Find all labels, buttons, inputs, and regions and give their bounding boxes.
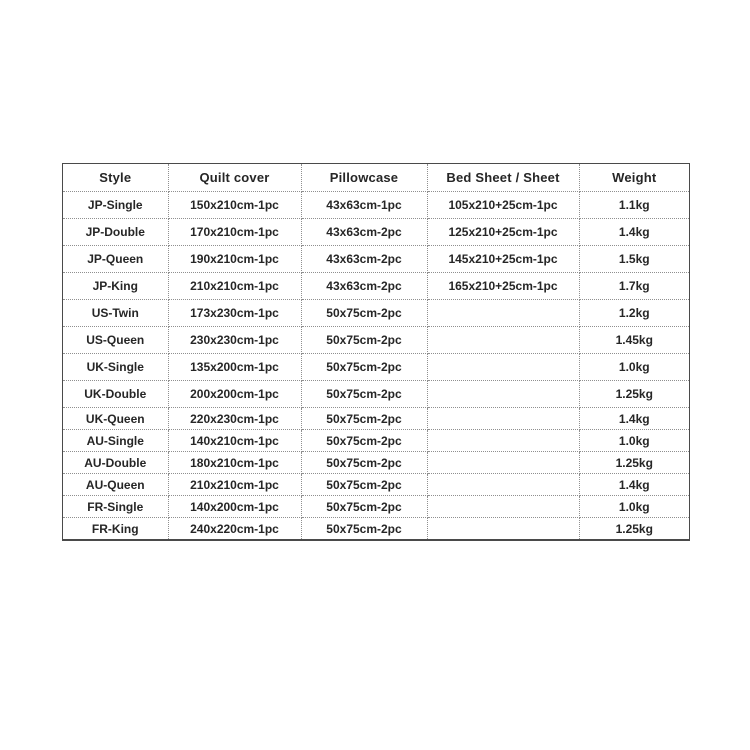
table-row: [63, 518, 689, 540]
cell-style: UK-Single: [63, 354, 168, 381]
table-row: [63, 496, 689, 518]
cell-bed-sheet: 165x210+25cm-1pc: [427, 273, 579, 300]
column-header-pillowcase: Pillowcase: [301, 164, 427, 192]
cell-quilt-cover: 210x210cm-1pc: [168, 273, 301, 300]
cell-quilt-cover: 170x210cm-1pc: [168, 219, 301, 246]
cell-quilt-cover: 210x210cm-1pc: [168, 474, 301, 496]
cell-quilt-cover: 240x220cm-1pc: [168, 518, 301, 540]
cell-style: UK-Double: [63, 381, 168, 408]
cell-pillowcase: 50x75cm-2pc: [301, 381, 427, 408]
cell-bed-sheet: [427, 354, 579, 381]
column-header-quilt-cover: Quilt cover: [168, 164, 301, 192]
cell-bed-sheet: 145x210+25cm-1pc: [427, 246, 579, 273]
cell-pillowcase: 43x63cm-2pc: [301, 273, 427, 300]
cell-pillowcase: 50x75cm-2pc: [301, 518, 427, 540]
column-header-bed-sheet: Bed Sheet / Sheet: [427, 164, 579, 192]
cell-weight: 1.7kg: [579, 273, 689, 300]
cell-quilt-cover: 150x210cm-1pc: [168, 192, 301, 219]
column-header-weight: Weight: [579, 164, 689, 192]
cell-style: US-Twin: [63, 300, 168, 327]
size-spec-table: [63, 164, 689, 539]
cell-style: FR-King: [63, 518, 168, 540]
cell-weight: 1.4kg: [579, 219, 689, 246]
cell-style: UK-Queen: [63, 408, 168, 430]
cell-bed-sheet: [427, 300, 579, 327]
cell-bed-sheet: 125x210+25cm-1pc: [427, 219, 579, 246]
table-row: [63, 354, 689, 381]
cell-bed-sheet: 105x210+25cm-1pc: [427, 192, 579, 219]
cell-pillowcase: 50x75cm-2pc: [301, 474, 427, 496]
cell-pillowcase: 43x63cm-2pc: [301, 219, 427, 246]
cell-bed-sheet: [427, 496, 579, 518]
cell-quilt-cover: 140x200cm-1pc: [168, 496, 301, 518]
cell-weight: 1.0kg: [579, 496, 689, 518]
cell-bed-sheet: [427, 430, 579, 452]
table-row: [63, 192, 689, 219]
table-row: [63, 300, 689, 327]
cell-quilt-cover: 230x230cm-1pc: [168, 327, 301, 354]
cell-style: JP-Queen: [63, 246, 168, 273]
cell-style: JP-Double: [63, 219, 168, 246]
cell-bed-sheet: [427, 408, 579, 430]
cell-pillowcase: 50x75cm-2pc: [301, 408, 427, 430]
table-row: [63, 273, 689, 300]
cell-pillowcase: 50x75cm-2pc: [301, 452, 427, 474]
cell-bed-sheet: [427, 327, 579, 354]
cell-style: FR-Single: [63, 496, 168, 518]
cell-weight: 1.25kg: [579, 518, 689, 540]
header-row: [63, 164, 689, 192]
cell-weight: 1.25kg: [579, 381, 689, 408]
cell-weight: 1.0kg: [579, 430, 689, 452]
cell-weight: 1.25kg: [579, 452, 689, 474]
cell-pillowcase: 43x63cm-1pc: [301, 192, 427, 219]
cell-pillowcase: 43x63cm-2pc: [301, 246, 427, 273]
cell-style: AU-Double: [63, 452, 168, 474]
cell-bed-sheet: [427, 381, 579, 408]
table-row: [63, 381, 689, 408]
cell-weight: 1.1kg: [579, 192, 689, 219]
table-row: [63, 452, 689, 474]
cell-bed-sheet: [427, 518, 579, 540]
cell-quilt-cover: 140x210cm-1pc: [168, 430, 301, 452]
table-row: [63, 327, 689, 354]
cell-pillowcase: 50x75cm-2pc: [301, 300, 427, 327]
cell-style: AU-Queen: [63, 474, 168, 496]
cell-weight: 1.5kg: [579, 246, 689, 273]
table-row: [63, 430, 689, 452]
cell-quilt-cover: 200x200cm-1pc: [168, 381, 301, 408]
cell-quilt-cover: 135x200cm-1pc: [168, 354, 301, 381]
cell-style: US-Queen: [63, 327, 168, 354]
cell-style: JP-King: [63, 273, 168, 300]
cell-weight: 1.45kg: [579, 327, 689, 354]
cell-weight: 1.2kg: [579, 300, 689, 327]
cell-pillowcase: 50x75cm-2pc: [301, 496, 427, 518]
table-row: [63, 474, 689, 496]
cell-quilt-cover: 220x230cm-1pc: [168, 408, 301, 430]
cell-quilt-cover: 190x210cm-1pc: [168, 246, 301, 273]
cell-weight: 1.0kg: [579, 354, 689, 381]
cell-weight: 1.4kg: [579, 408, 689, 430]
cell-pillowcase: 50x75cm-2pc: [301, 354, 427, 381]
cell-style: AU-Single: [63, 430, 168, 452]
cell-pillowcase: 50x75cm-2pc: [301, 430, 427, 452]
cell-pillowcase: 50x75cm-2pc: [301, 327, 427, 354]
cell-quilt-cover: 180x210cm-1pc: [168, 452, 301, 474]
table-row: [63, 246, 689, 273]
table-row: [63, 408, 689, 430]
column-header-style: Style: [63, 164, 168, 192]
cell-style: JP-Single: [63, 192, 168, 219]
cell-bed-sheet: [427, 452, 579, 474]
cell-weight: 1.4kg: [579, 474, 689, 496]
cell-bed-sheet: [427, 474, 579, 496]
cell-quilt-cover: 173x230cm-1pc: [168, 300, 301, 327]
table-row: [63, 219, 689, 246]
size-spec-table-frame: [62, 163, 690, 541]
